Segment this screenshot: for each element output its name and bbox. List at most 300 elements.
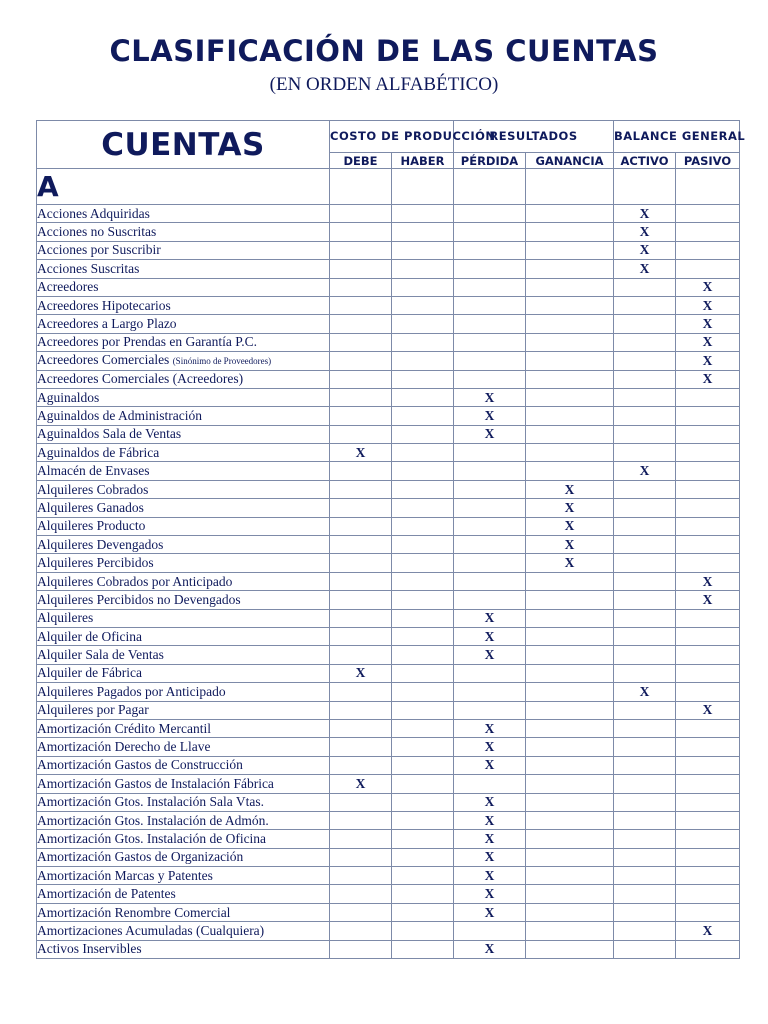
table-row — [37, 572, 740, 590]
table-row — [37, 223, 740, 241]
empty-cell — [330, 738, 392, 756]
account-name-text: Aguinaldos Sala de Ventas — [37, 426, 182, 442]
empty-cell — [330, 627, 392, 645]
empty-cell — [526, 848, 614, 866]
empty-cell — [614, 370, 676, 388]
table-row — [37, 554, 740, 572]
account-name — [37, 885, 330, 903]
account-name-text: Alquileres por Pagar — [37, 702, 149, 718]
empty-cell — [526, 388, 614, 406]
group-header-resultados: RESULTADOS — [454, 121, 614, 153]
empty-cell — [526, 591, 614, 609]
classification-mark: X — [454, 425, 526, 443]
empty-cell — [614, 738, 676, 756]
empty-cell — [454, 169, 526, 205]
account-name — [37, 205, 330, 223]
table-row — [37, 499, 740, 517]
empty-cell — [676, 425, 740, 443]
account-name — [37, 591, 330, 609]
account-name — [37, 627, 330, 645]
table-row — [37, 867, 740, 885]
account-name-text: Amortización Gastos de Construcción — [37, 757, 243, 773]
empty-cell — [330, 480, 392, 498]
empty-cell — [392, 517, 454, 535]
classification-mark: X — [454, 756, 526, 774]
empty-cell — [454, 333, 526, 351]
classification-mark: X — [614, 462, 676, 480]
accounts-table — [36, 120, 746, 959]
account-name — [37, 701, 330, 719]
empty-cell — [676, 388, 740, 406]
account-name-text: Alquiler Sala de Ventas — [37, 647, 164, 663]
account-name-text: Alquiler de Fábrica — [37, 665, 142, 681]
empty-cell — [392, 903, 454, 921]
empty-cell — [330, 278, 392, 296]
empty-cell — [526, 811, 614, 829]
classification-mark: X — [614, 260, 676, 278]
account-name-text: Alquileres Cobrados — [37, 481, 149, 497]
empty-cell — [392, 756, 454, 774]
account-name — [37, 554, 330, 572]
account-name-text: Acciones no Suscritas — [37, 224, 157, 240]
empty-cell — [526, 260, 614, 278]
account-name — [37, 241, 330, 259]
account-name — [37, 444, 330, 462]
empty-cell — [454, 499, 526, 517]
empty-cell — [330, 903, 392, 921]
table-row — [37, 241, 740, 259]
empty-cell — [330, 536, 392, 554]
account-name — [37, 499, 330, 517]
empty-cell — [614, 701, 676, 719]
table-row — [37, 811, 740, 829]
account-name — [37, 572, 330, 590]
account-name-text: Amortización Gtos. Instalación de Admón. — [37, 812, 269, 828]
empty-cell — [614, 554, 676, 572]
account-name-text: Amortización Gastos de Organización — [37, 849, 244, 865]
empty-cell — [392, 830, 454, 848]
account-name — [37, 407, 330, 425]
account-name-text: Acreedores a Largo Plazo — [37, 316, 177, 332]
classification-mark: X — [526, 499, 614, 517]
empty-cell — [454, 572, 526, 590]
account-name — [37, 296, 330, 314]
empty-cell — [614, 278, 676, 296]
table-row — [37, 444, 740, 462]
table-row — [37, 756, 740, 774]
empty-cell — [614, 922, 676, 940]
empty-cell — [392, 848, 454, 866]
empty-cell — [614, 352, 676, 370]
empty-cell — [614, 940, 676, 958]
empty-cell — [614, 425, 676, 443]
empty-cell — [676, 205, 740, 223]
empty-cell — [392, 646, 454, 664]
account-name-text: Amortización Gtos. Instalación de Oficina — [37, 830, 267, 846]
empty-cell — [392, 296, 454, 314]
empty-cell — [614, 756, 676, 774]
table-row — [37, 940, 740, 958]
table-row — [37, 296, 740, 314]
table-row — [37, 646, 740, 664]
account-name-text: Amortización Crédito Mercantil — [37, 720, 211, 736]
empty-cell — [676, 517, 740, 535]
empty-cell — [526, 333, 614, 351]
account-name — [37, 756, 330, 774]
empty-cell — [392, 885, 454, 903]
empty-cell — [392, 811, 454, 829]
column-header-ganancia: GANANCIA — [526, 153, 614, 169]
empty-cell — [676, 903, 740, 921]
empty-cell — [392, 701, 454, 719]
empty-cell — [526, 205, 614, 223]
account-name — [37, 867, 330, 885]
classification-mark: X — [330, 775, 392, 793]
section-row — [37, 169, 740, 205]
table-row — [37, 536, 740, 554]
empty-cell — [392, 867, 454, 885]
empty-cell — [526, 738, 614, 756]
column-header-perdida: PÉRDIDA — [454, 153, 526, 169]
empty-cell — [454, 260, 526, 278]
empty-cell — [614, 867, 676, 885]
table-row — [37, 205, 740, 223]
empty-cell — [330, 315, 392, 333]
classification-mark: X — [454, 903, 526, 921]
account-name-text: Amortización Renombre Comercial — [37, 904, 231, 920]
empty-cell — [392, 425, 454, 443]
table-row — [37, 352, 740, 370]
empty-cell — [526, 223, 614, 241]
account-name-text: Aguinaldos de Fábrica — [37, 444, 160, 460]
group-header-costo-produccion: COSTO DE PRODUCCIÓN — [330, 121, 454, 153]
empty-cell — [526, 627, 614, 645]
empty-cell — [614, 572, 676, 590]
empty-cell — [330, 517, 392, 535]
empty-cell — [526, 462, 614, 480]
empty-cell — [614, 315, 676, 333]
classification-mark: X — [454, 940, 526, 958]
empty-cell — [454, 296, 526, 314]
empty-cell — [676, 756, 740, 774]
empty-cell — [614, 903, 676, 921]
empty-cell — [392, 260, 454, 278]
empty-cell — [614, 407, 676, 425]
empty-cell — [330, 425, 392, 443]
empty-cell — [676, 867, 740, 885]
empty-cell — [526, 407, 614, 425]
empty-cell — [392, 388, 454, 406]
classification-mark: X — [454, 627, 526, 645]
empty-cell — [330, 848, 392, 866]
empty-cell — [526, 940, 614, 958]
empty-cell — [526, 830, 614, 848]
classification-mark: X — [676, 701, 740, 719]
empty-cell — [392, 315, 454, 333]
table-row — [37, 407, 740, 425]
account-name-text: Amortización de Patentes — [37, 886, 176, 902]
column-header-haber: HABER — [392, 153, 454, 169]
empty-cell — [330, 572, 392, 590]
empty-cell — [454, 241, 526, 259]
empty-cell — [676, 241, 740, 259]
account-name — [37, 315, 330, 333]
page-subtitle: (EN ORDEN ALFABÉTICO) — [269, 74, 499, 95]
empty-cell — [676, 646, 740, 664]
table-row — [37, 517, 740, 535]
classification-mark: X — [676, 315, 740, 333]
empty-cell — [676, 609, 740, 627]
empty-cell — [526, 719, 614, 737]
account-name-text: Acciones Adquiridas — [37, 205, 150, 221]
account-name — [37, 848, 330, 866]
empty-cell — [676, 940, 740, 958]
empty-cell — [614, 591, 676, 609]
account-name-text: Acreedores por Prendas en Garantía P.C. — [37, 334, 258, 350]
account-name-text: Alquileres Percibidos — [37, 555, 154, 571]
empty-cell — [454, 683, 526, 701]
account-name-text: Amortización Marcas y Patentes — [37, 867, 213, 883]
empty-cell — [676, 223, 740, 241]
empty-cell — [526, 425, 614, 443]
empty-cell — [526, 241, 614, 259]
account-name-text: Amortización Gtos. Instalación Sala Vtas. — [37, 794, 264, 810]
table-row — [37, 830, 740, 848]
classification-mark: X — [454, 609, 526, 627]
empty-cell — [676, 554, 740, 572]
table-row — [37, 591, 740, 609]
empty-cell — [330, 683, 392, 701]
account-name-text: Almacén de Envases — [37, 463, 150, 479]
empty-cell — [392, 664, 454, 682]
account-name-text: Alquileres Ganados — [37, 499, 144, 515]
account-name-text: Amortización Gastos de Instalación Fábrica — [37, 775, 274, 791]
table-row — [37, 462, 740, 480]
empty-cell — [392, 793, 454, 811]
empty-cell — [392, 370, 454, 388]
empty-cell — [330, 940, 392, 958]
classification-mark: X — [454, 646, 526, 664]
empty-cell — [330, 793, 392, 811]
table-row — [37, 885, 740, 903]
classification-mark: X — [614, 241, 676, 259]
table-row — [37, 627, 740, 645]
empty-cell — [614, 499, 676, 517]
classification-mark: X — [676, 572, 740, 590]
table-row — [37, 425, 740, 443]
account-name — [37, 278, 330, 296]
table-row — [37, 775, 740, 793]
classification-mark: X — [454, 738, 526, 756]
empty-cell — [454, 554, 526, 572]
account-name-text: Aguinaldos — [37, 389, 100, 405]
empty-cell — [330, 223, 392, 241]
empty-cell — [526, 683, 614, 701]
empty-cell — [454, 517, 526, 535]
account-name — [37, 830, 330, 848]
group-header-balance-general: BALANCE GENERAL — [614, 121, 740, 153]
empty-cell — [392, 333, 454, 351]
empty-cell — [526, 609, 614, 627]
empty-cell — [676, 885, 740, 903]
column-header-activo: ACTIVO — [614, 153, 676, 169]
empty-cell — [526, 922, 614, 940]
empty-cell — [392, 940, 454, 958]
empty-cell — [330, 241, 392, 259]
empty-cell — [392, 205, 454, 223]
account-name — [37, 333, 330, 351]
empty-cell — [330, 922, 392, 940]
classification-mark: X — [676, 370, 740, 388]
empty-cell — [526, 793, 614, 811]
account-name — [37, 223, 330, 241]
account-name-text: Acreedores Comerciales (Acreedores) — [37, 371, 244, 387]
empty-cell — [526, 278, 614, 296]
table-row — [37, 260, 740, 278]
empty-cell — [614, 775, 676, 793]
empty-cell — [526, 315, 614, 333]
account-name-text: Amortizaciones Acumuladas (Cualquiera) — [37, 922, 265, 938]
account-name — [37, 388, 330, 406]
empty-cell — [454, 462, 526, 480]
empty-cell — [454, 480, 526, 498]
account-name-text: Amortización Derecho de Llave — [37, 739, 211, 755]
account-name — [37, 260, 330, 278]
empty-cell — [614, 333, 676, 351]
empty-cell — [392, 444, 454, 462]
empty-cell — [392, 775, 454, 793]
empty-cell — [676, 683, 740, 701]
table-row — [37, 738, 740, 756]
empty-cell — [330, 885, 392, 903]
account-name — [37, 370, 330, 388]
empty-cell — [392, 241, 454, 259]
empty-cell — [614, 885, 676, 903]
empty-cell — [330, 296, 392, 314]
column-header-debe: DEBE — [330, 153, 392, 169]
account-name — [37, 738, 330, 756]
table-row — [37, 370, 740, 388]
empty-cell — [330, 407, 392, 425]
empty-cell — [330, 333, 392, 351]
account-name — [37, 940, 330, 958]
empty-cell — [526, 701, 614, 719]
empty-cell — [676, 407, 740, 425]
empty-cell — [526, 444, 614, 462]
empty-cell — [392, 169, 454, 205]
classification-mark: X — [676, 333, 740, 351]
empty-cell — [614, 517, 676, 535]
empty-cell — [330, 205, 392, 223]
empty-cell — [676, 627, 740, 645]
classification-mark: X — [614, 223, 676, 241]
empty-cell — [330, 499, 392, 517]
account-name — [37, 536, 330, 554]
account-name-text: Alquileres Devengados — [37, 536, 164, 552]
empty-cell — [526, 903, 614, 921]
account-name — [37, 793, 330, 811]
empty-cell — [676, 738, 740, 756]
empty-cell — [676, 499, 740, 517]
empty-cell — [526, 664, 614, 682]
classification-mark: X — [526, 536, 614, 554]
empty-cell — [614, 444, 676, 462]
empty-cell — [454, 352, 526, 370]
empty-cell — [330, 388, 392, 406]
empty-cell — [330, 462, 392, 480]
empty-cell — [330, 811, 392, 829]
empty-cell — [330, 867, 392, 885]
account-name-text: Acreedores — [37, 279, 99, 295]
account-name — [37, 664, 330, 682]
empty-cell — [526, 572, 614, 590]
empty-cell — [330, 646, 392, 664]
empty-cell — [392, 462, 454, 480]
table-row — [37, 664, 740, 682]
empty-cell — [330, 260, 392, 278]
account-name-text: Alquileres — [37, 610, 94, 626]
empty-cell — [614, 830, 676, 848]
empty-cell — [526, 646, 614, 664]
empty-cell — [614, 480, 676, 498]
account-name — [37, 922, 330, 940]
empty-cell — [392, 683, 454, 701]
empty-cell — [676, 775, 740, 793]
table-row — [37, 333, 740, 351]
classification-mark: X — [330, 444, 392, 462]
empty-cell — [614, 646, 676, 664]
classification-mark: X — [676, 352, 740, 370]
empty-cell — [676, 793, 740, 811]
table-row — [37, 315, 740, 333]
classification-mark: X — [454, 719, 526, 737]
empty-cell — [526, 296, 614, 314]
cuentas-header: CUENTAS — [37, 121, 330, 169]
empty-cell — [614, 609, 676, 627]
column-header-pasivo: PASIVO — [676, 153, 740, 169]
classification-mark: X — [676, 591, 740, 609]
empty-cell — [526, 370, 614, 388]
account-name-text: Activos Inservibles — [37, 941, 142, 957]
empty-cell — [330, 719, 392, 737]
account-name-note: (Sinónimo de Proveedores) — [172, 356, 272, 367]
empty-cell — [676, 260, 740, 278]
table-row — [37, 278, 740, 296]
empty-cell — [392, 536, 454, 554]
empty-cell — [454, 315, 526, 333]
empty-cell — [676, 536, 740, 554]
empty-cell — [454, 205, 526, 223]
classification-mark: X — [454, 848, 526, 866]
account-name-text: Acreedores Comerciales — [37, 352, 173, 368]
empty-cell — [526, 352, 614, 370]
classification-mark: X — [614, 205, 676, 223]
empty-cell — [330, 701, 392, 719]
empty-cell — [526, 775, 614, 793]
classification-mark: X — [454, 407, 526, 425]
account-name-text: Aguinaldos de Administración — [37, 407, 202, 423]
empty-cell — [676, 811, 740, 829]
empty-cell — [330, 554, 392, 572]
account-name — [37, 903, 330, 921]
account-name — [37, 775, 330, 793]
account-name — [37, 683, 330, 701]
classification-mark: X — [676, 922, 740, 940]
empty-cell — [614, 169, 676, 205]
empty-cell — [454, 664, 526, 682]
empty-cell — [454, 701, 526, 719]
table-row — [37, 903, 740, 921]
